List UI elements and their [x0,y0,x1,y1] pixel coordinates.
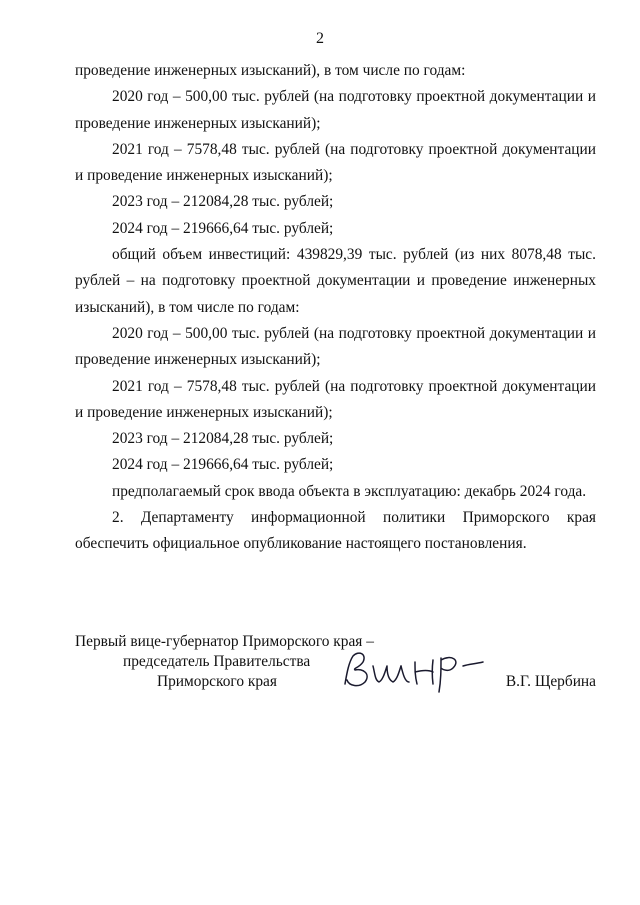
paragraph: 2024 год – 219666,64 тыс. рублей; [112,456,334,474]
paragraph: 2023 год – 212084,28 тыс. рублей; [112,193,334,211]
paragraph: 2024 год – 219666,64 тыс. рублей; [112,219,334,237]
paragraph: общий объем инвестиций: 439829,39 тыс. рублей (из них 8078,48 тыс. рублей – на подготовку проектной документации и проведение инженерных изысканий), в том числе по годам: [75,246,596,316]
signatory-title-line2: председатель Правительства [123,653,311,670]
document-body [75,58,596,558]
signatory-title-line3: Приморского края [157,673,277,690]
paragraph: 2. Департаменту информационной политики Приморского края обеспечить официальное опубликование настоящего постановления. [75,509,596,553]
paragraph: 2020 год – 500,00 тыс. рублей (на подготовку проектной документации и проведение инженерных изысканий); [75,324,596,369]
signature-block [75,632,596,702]
paragraph: предполагаемый срок ввода объекта в эксплуатацию: декабрь 2024 года. [112,482,587,500]
paragraph: 2021 год – 7578,48 тыс. рублей (на подготовку проектной документации и проведение инженерных изысканий); [75,140,596,185]
signatory-name: В.Г. Щербина [505,673,596,690]
paragraph: 2020 год – 500,00 тыс. рублей (на подготовку проектной документации и проведение инженерных изысканий); [75,88,596,132]
page-number: 2 [316,30,324,47]
handwritten-signature [337,644,487,694]
paragraph: 2023 год – 212084,28 тыс. рублей; [112,430,334,448]
paragraph: 2021 год – 7578,48 тыс. рублей (на подготовку проектной документации и проведение инженерных изысканий); [75,377,596,421]
signatory-title-line1: Первый вице-губернатор Приморского края – [75,633,374,650]
paragraph: проведение инженерных изысканий), в том числе по годам: [75,62,466,79]
